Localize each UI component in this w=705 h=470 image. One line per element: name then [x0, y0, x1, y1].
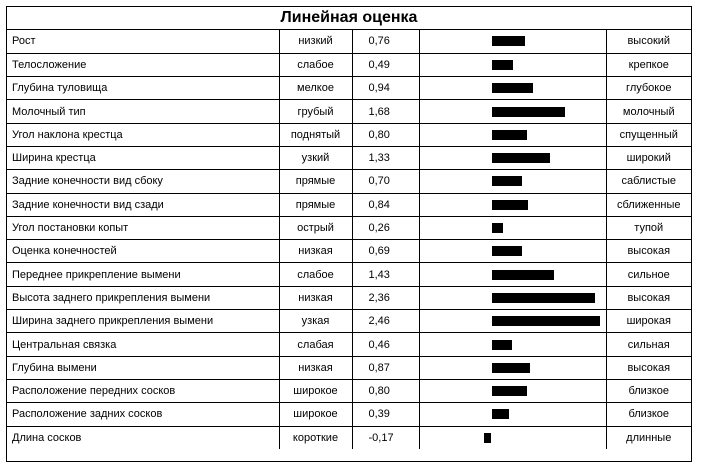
- low-pole-label: широкое: [279, 379, 352, 402]
- value-bar: [492, 386, 527, 396]
- value-label: 0,70: [352, 170, 419, 193]
- bar-cell: [419, 263, 606, 286]
- value-bar: [492, 363, 530, 373]
- table-row: [7, 263, 691, 286]
- table-row: [7, 356, 691, 379]
- table-row: [7, 53, 691, 76]
- high-pole-label: сильное: [606, 263, 691, 286]
- bar-cell: [419, 403, 606, 426]
- bar-cell: [419, 426, 606, 449]
- low-pole-label: слабая: [279, 333, 352, 356]
- low-pole-label: узкий: [279, 146, 352, 169]
- low-pole-label: узкая: [279, 310, 352, 333]
- value-label: 1,68: [352, 100, 419, 123]
- value-bar: [492, 130, 527, 140]
- low-pole-label: слабое: [279, 263, 352, 286]
- value-label: 0,26: [352, 216, 419, 239]
- bar-cell: [419, 286, 606, 309]
- trait-label: Расположение задних сосков: [7, 403, 279, 426]
- low-pole-label: мелкое: [279, 77, 352, 100]
- trait-label: Оценка конечностей: [7, 240, 279, 263]
- table-row: [7, 146, 691, 169]
- value-label: 0,76: [352, 30, 419, 53]
- low-pole-label: грубый: [279, 100, 352, 123]
- low-pole-label: острый: [279, 216, 352, 239]
- low-pole-label: слабое: [279, 53, 352, 76]
- bar-cell: [419, 146, 606, 169]
- value-label: 0,84: [352, 193, 419, 216]
- low-pole-label: низкая: [279, 240, 352, 263]
- value-bar: [492, 200, 529, 210]
- value-bar: [492, 246, 522, 256]
- value-bar: [492, 36, 525, 46]
- high-pole-label: тупой: [606, 216, 691, 239]
- value-label: 1,33: [352, 146, 419, 169]
- table-row: [7, 403, 691, 426]
- value-bar: [492, 340, 512, 350]
- value-label: 2,46: [352, 310, 419, 333]
- table-row: [7, 193, 691, 216]
- high-pole-label: сближенные: [606, 193, 691, 216]
- high-pole-label: саблистые: [606, 170, 691, 193]
- value-bar: [492, 223, 503, 233]
- trait-label: Задние конечности вид сбоку: [7, 170, 279, 193]
- value-bar: [484, 433, 491, 443]
- bar-cell: [419, 123, 606, 146]
- value-label: 1,43: [352, 263, 419, 286]
- high-pole-label: высокая: [606, 356, 691, 379]
- table-row: [7, 240, 691, 263]
- bar-cell: [419, 100, 606, 123]
- table-row: [7, 123, 691, 146]
- trait-label: Угол наклона крестца: [7, 123, 279, 146]
- high-pole-label: широкий: [606, 146, 691, 169]
- bar-cell: [419, 216, 606, 239]
- value-bar: [492, 107, 566, 117]
- table-row: [7, 310, 691, 333]
- high-pole-label: широкая: [606, 310, 691, 333]
- linear-evaluation-chart: [6, 6, 692, 462]
- value-label: 0,94: [352, 77, 419, 100]
- value-label: 0,80: [352, 123, 419, 146]
- high-pole-label: высокий: [606, 30, 691, 53]
- trait-label: Высота заднего прикрепления вымени: [7, 286, 279, 309]
- low-pole-label: низкая: [279, 356, 352, 379]
- trait-label: Задние конечности вид сзади: [7, 193, 279, 216]
- value-bar: [492, 293, 596, 303]
- trait-label: Глубина вымени: [7, 356, 279, 379]
- high-pole-label: молочный: [606, 100, 691, 123]
- low-pole-label: низкая: [279, 286, 352, 309]
- low-pole-label: поднятый: [279, 123, 352, 146]
- evaluation-table: [7, 30, 691, 449]
- trait-label: Ширина крестца: [7, 146, 279, 169]
- trait-label: Ширина заднего прикрепления вымени: [7, 310, 279, 333]
- high-pole-label: высокая: [606, 286, 691, 309]
- value-bar: [492, 153, 551, 163]
- high-pole-label: глубокое: [606, 77, 691, 100]
- table-row: [7, 100, 691, 123]
- table-row: [7, 30, 691, 53]
- trait-label: Глубина туловища: [7, 77, 279, 100]
- table-row: [7, 333, 691, 356]
- bar-cell: [419, 379, 606, 402]
- value-bar: [492, 83, 533, 93]
- bar-cell: [419, 53, 606, 76]
- value-label: 0,46: [352, 333, 419, 356]
- chart-title: Линейная оценка: [7, 7, 691, 30]
- bar-cell: [419, 193, 606, 216]
- value-bar: [492, 270, 555, 280]
- bar-cell: [419, 356, 606, 379]
- table-row: [7, 379, 691, 402]
- value-label: 0,87: [352, 356, 419, 379]
- low-pole-label: короткие: [279, 426, 352, 449]
- bar-cell: [419, 240, 606, 263]
- table-row: [7, 77, 691, 100]
- value-label: -0,17: [352, 426, 419, 449]
- table-row: [7, 286, 691, 309]
- value-label: 0,39: [352, 403, 419, 426]
- value-bar: [492, 60, 514, 70]
- high-pole-label: высокая: [606, 240, 691, 263]
- value-label: 0,69: [352, 240, 419, 263]
- bar-cell: [419, 77, 606, 100]
- value-bar: [492, 316, 600, 326]
- high-pole-label: близкое: [606, 403, 691, 426]
- bar-cell: [419, 30, 606, 53]
- trait-label: Расположение передних сосков: [7, 379, 279, 402]
- high-pole-label: спущенный: [606, 123, 691, 146]
- trait-label: Телосложение: [7, 53, 279, 76]
- trait-label: Центральная связка: [7, 333, 279, 356]
- value-label: 0,80: [352, 379, 419, 402]
- table-row: [7, 216, 691, 239]
- table-row: [7, 426, 691, 449]
- trait-label: Рост: [7, 30, 279, 53]
- bar-cell: [419, 333, 606, 356]
- bar-cell: [419, 310, 606, 333]
- trait-label: Молочный тип: [7, 100, 279, 123]
- table-row: [7, 170, 691, 193]
- high-pole-label: сильная: [606, 333, 691, 356]
- trait-label: Длина сосков: [7, 426, 279, 449]
- trait-label: Угол постановки копыт: [7, 216, 279, 239]
- value-bar: [492, 409, 509, 419]
- low-pole-label: низкий: [279, 30, 352, 53]
- low-pole-label: прямые: [279, 170, 352, 193]
- trait-label: Переднее прикрепление вымени: [7, 263, 279, 286]
- high-pole-label: крепкое: [606, 53, 691, 76]
- high-pole-label: длинные: [626, 431, 672, 444]
- value-label: 0,49: [352, 53, 419, 76]
- value-bar: [492, 176, 523, 186]
- low-pole-label: прямые: [279, 193, 352, 216]
- high-pole-label: близкое: [606, 379, 691, 402]
- low-pole-label: широкое: [279, 403, 352, 426]
- value-label: 2,36: [352, 286, 419, 309]
- bar-cell: [419, 170, 606, 193]
